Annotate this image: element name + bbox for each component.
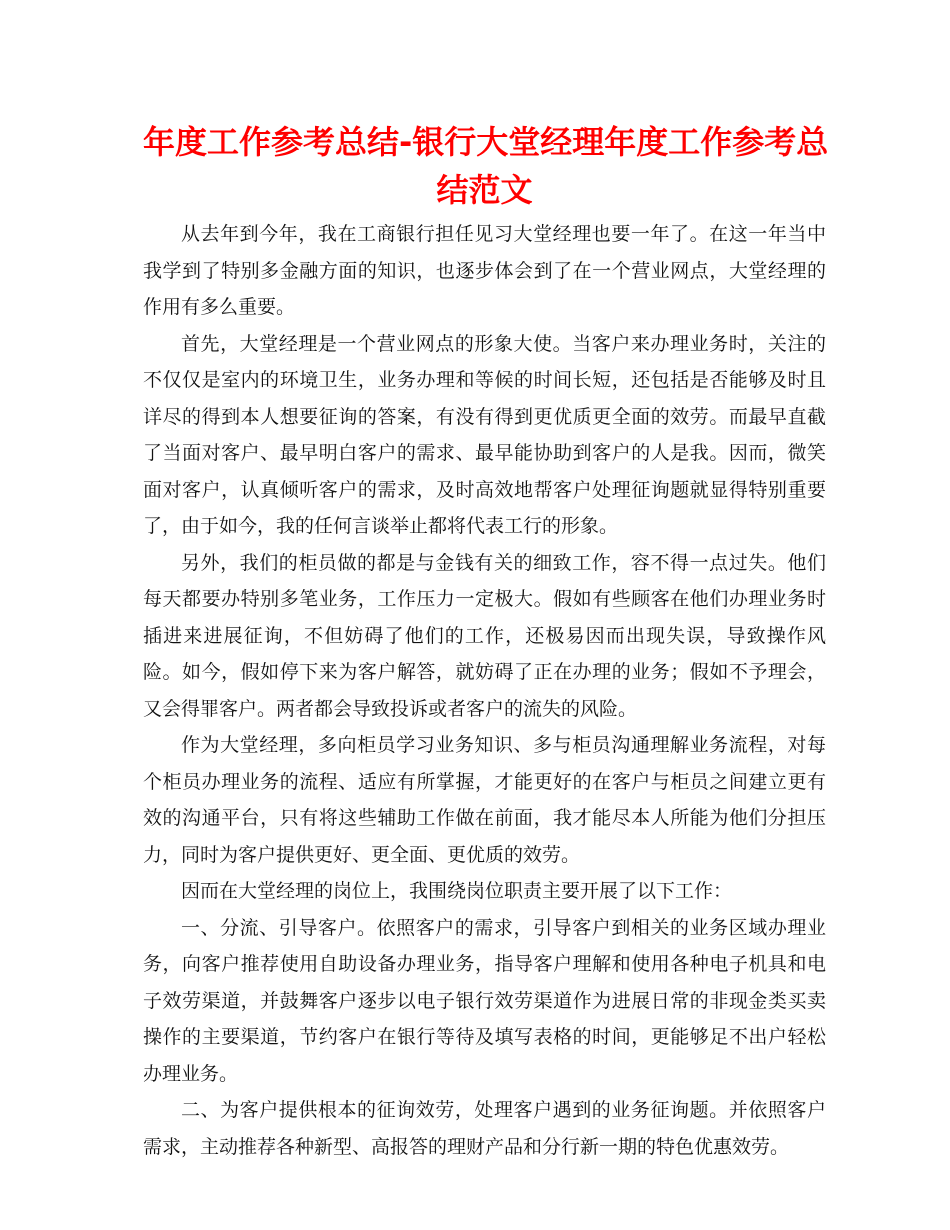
paragraph-image-ambassador: 首先，大堂经理是一个营业网点的形象大使。当客户来办理业务时，关注的不仅仅是室内的环境卫生，业务办理和等候的时间长短，还包括是否能够及时且详尽的得到本人想要征询的答案，有没有得到更优质更全面的效劳。而最早直截了当面对客户、最早明白客户的需求、最早能协助到客户的人是我。因而，微笑面对客户，认真倾听客户的需求，及时高效地帮客户处理征询题就显得特别重要了，由于如今，我的任何言谈举止都将代表工行的形象。 [143, 332, 826, 537]
document-page [143, 118, 829, 1165]
paragraph-communication: 作为大堂经理，多向柜员学习业务知识、多与柜员沟通理解业务流程，对每个柜员办理业务的流程、适应有所掌握，才能更好的在客户与柜员之间建立更有效的沟通平台，只有将这些辅助工作做在前面，我才能尽本人所能为他们分担压力，同时为客户提供更好、更全面、更优质的效劳。 [143, 734, 826, 866]
document-title-line-1: 年度工作参考总结-银行大堂经理年度工作参考总 [143, 123, 829, 161]
document-body [143, 216, 826, 1165]
document-title [143, 118, 829, 214]
paragraph-duty-2: 二、为客户提供根本的征询效劳，处理客户遇到的业务征询题。并依照客户需求，主动推荐各种新型、高报答的理财产品和分行新一期的特色优惠效劳。 [143, 1099, 826, 1158]
paragraph-teller-pressure: 另外，我们的柜员做的都是与金钱有关的细致工作，容不得一点过失。他们每天都要办特别多笔业务，工作压力一定极大。假如有些顾客在他们办理业务时插进来进展征询，不但妨碍了他们的工作，还极易因而出现失误，导致操作风险。如今，假如停下来为客户解答，就妨碍了正在办理的业务；假如不予理会，又会得罪客户。两者都会导致投诉或者客户的流失的风险。 [143, 551, 826, 720]
document-title-line-2: 结范文 [436, 171, 533, 209]
paragraph-duty-1: 一、分流、引导客户。依照客户的需求，引导客户到相关的业务区域办理业务，向客户推荐使用自助设备办理业务，指导客户理解和使用各种电子机具和电子效劳渠道，并鼓舞客户逐步以电子银行效劳渠道作为进展日常的非现金类买卖操作的主要渠道，节约客户在银行等待及填写表格的时间，更能够足不出户轻松办理业务。 [143, 916, 826, 1085]
paragraph-intro: 从去年到今年，我在工商银行担任见习大堂经理也要一年了。在这一年当中我学到了特别多金融方面的知识，也逐步体会到了在一个营业网点，大堂经理的作用有多么重要。 [143, 223, 826, 318]
paragraph-duties-intro: 因而在大堂经理的岗位上，我围绕岗位职责主要开展了以下工作： [181, 880, 733, 902]
